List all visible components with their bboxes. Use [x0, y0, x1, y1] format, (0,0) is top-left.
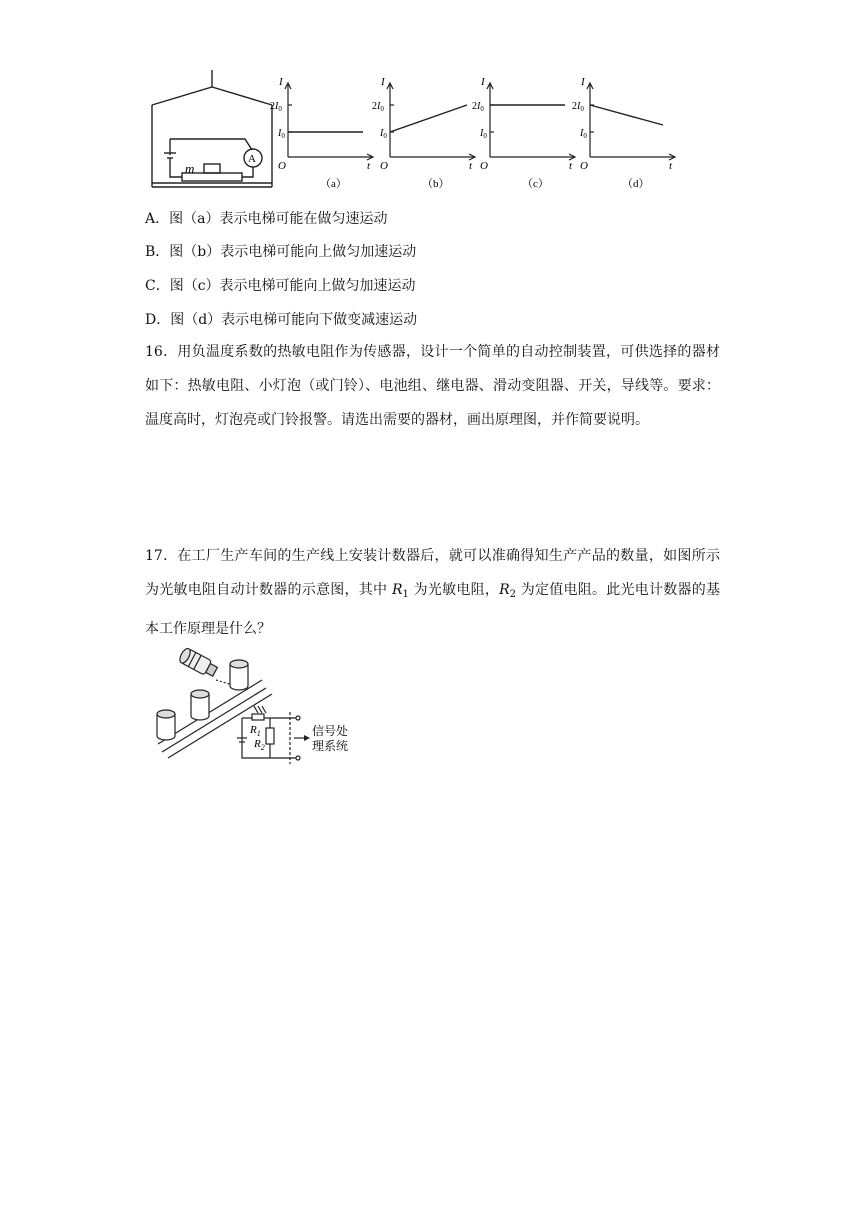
photo-counter-figure [150, 646, 370, 766]
option-a: A．图（a）表示电梯可能在做匀速运动 [145, 211, 388, 227]
tick-label-i0: $I_0$ [278, 128, 285, 140]
graph-c [487, 83, 575, 160]
question-16: 16．用负温度系数的热敏电阻作为传感器，设计一个简单的自动控制装置，可供选择的器材如下：热敏电阻、小灯泡（或门铃）、电池组、继电器、滑动变阻器、开关，导线等。要求：温度高时，灯泡亮或门铃报警。请选出需要的器材，画出原理图，并作简要说明。 [145, 344, 720, 428]
origin-label: O [380, 160, 388, 172]
tick-label-i0: $I_0$ [480, 128, 487, 140]
tick-label-i0: $I_0$ [380, 128, 387, 140]
axis-label-i: I [481, 76, 485, 88]
signal-system-label-line2: 理系统 [312, 739, 349, 753]
graph-caption: （a） [320, 178, 347, 190]
option-b: B．图（b）表示电梯可能向上做匀加速运动 [145, 244, 417, 260]
graph-d [587, 83, 675, 160]
tick-label-i0: $I_0$ [580, 128, 587, 140]
current-line [590, 105, 663, 125]
origin-label: O [580, 160, 588, 172]
axis-label-t: t [469, 160, 473, 172]
tick-label-2i0: $2I_0$ [372, 101, 384, 113]
question-17: 17．在工厂生产车间的生产线上安装计数器后，就可以准确得知生产产品的数量，如图所示为光敏电阻自动计数器的示意图，其中 $R_1$ 为光敏电阻，$R_2$ 为定值电阻。此光电计数器的基本工作原理是什么？ [145, 548, 721, 637]
axis-label-t: t [367, 160, 371, 172]
axis-label-i: I [279, 76, 283, 88]
origin-label: O [278, 160, 286, 172]
graph-caption: （d） [622, 178, 650, 190]
current-line [390, 105, 467, 132]
ammeter-label: A [248, 153, 256, 165]
axis-label-t: t [569, 160, 573, 172]
mass-label: m [185, 161, 195, 176]
r1-label: $R_1$ [250, 724, 261, 738]
graph-caption: （b） [422, 178, 450, 190]
option-d: D．图（d）表示电梯可能向下做变减速运动 [145, 312, 418, 328]
r2-label: $R_2$ [254, 738, 265, 752]
origin-label: O [480, 160, 488, 172]
tick-label-2i0: $2I_0$ [572, 101, 584, 113]
axis-label-i: I [581, 76, 585, 88]
option-c: C．图（c）表示电梯可能向上做匀加速运动 [145, 278, 416, 294]
axis-label-t: t [669, 160, 673, 172]
axis-label-i: I [381, 76, 385, 88]
graph-a [285, 83, 373, 160]
signal-system-label-line1: 信号处 [312, 724, 349, 738]
tick-label-2i0: $2I_0$ [270, 101, 282, 113]
graph-caption: （c） [522, 178, 549, 190]
elevator-current-figure [140, 65, 700, 195]
tick-label-2i0: $2I_0$ [472, 101, 484, 113]
elevator-diagram [152, 70, 272, 187]
graph-b [387, 83, 475, 160]
